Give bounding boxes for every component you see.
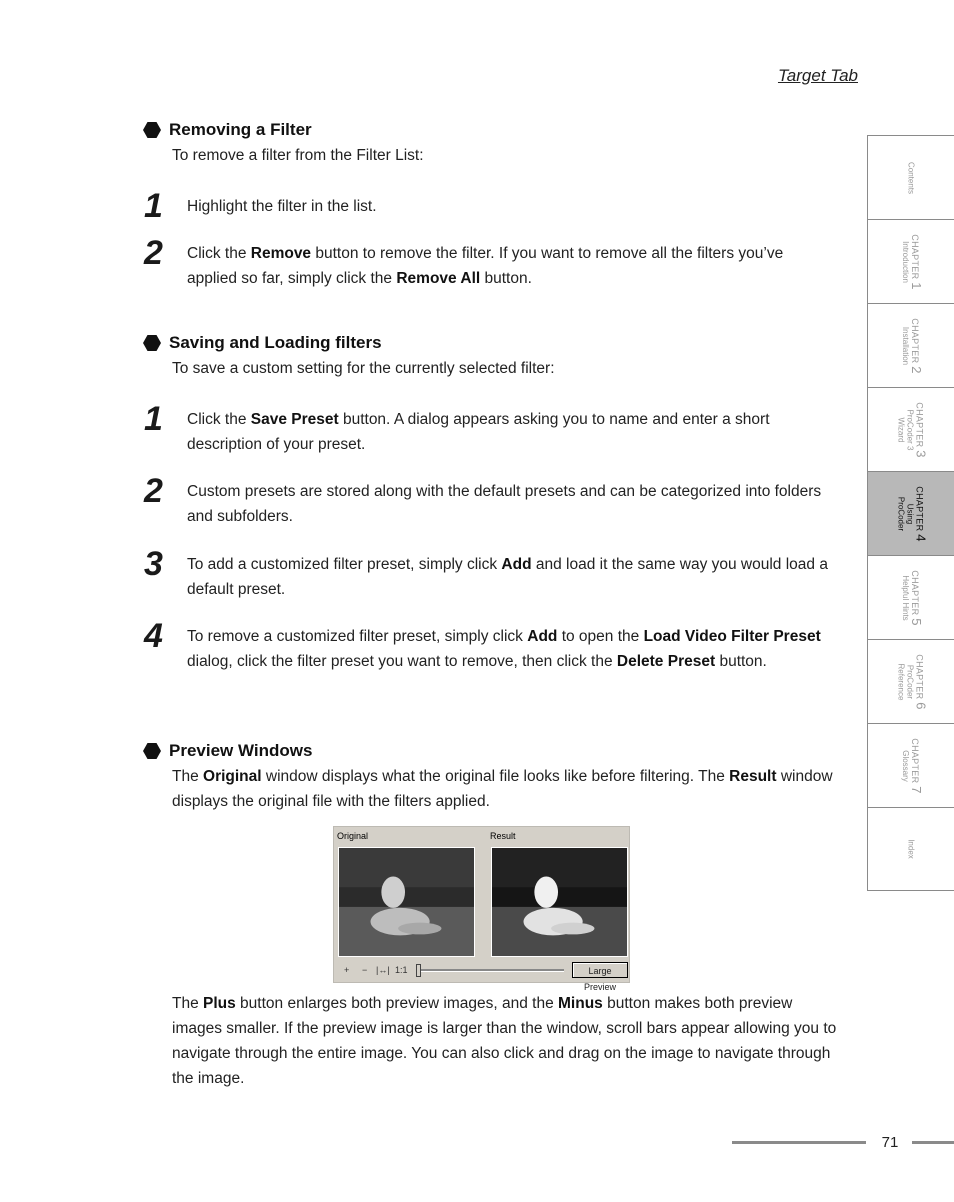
tab-chapter-label [909, 569, 924, 626]
bold-term: Load Video Filter Preset [643, 628, 821, 645]
tab-chapter-number: 4 [913, 533, 929, 542]
text-run: Highlight the filter in the list. [187, 198, 377, 215]
chapter-tabs [867, 135, 954, 891]
step-text [187, 552, 837, 602]
tab-label [901, 233, 924, 290]
tab-chapter-word: CHAPTER [910, 317, 920, 366]
hexagon-bullet-icon [143, 743, 161, 759]
step-text [187, 241, 837, 291]
tab-chapter-3[interactable] [867, 387, 954, 471]
bold-term: Original [203, 768, 262, 785]
tab-chapter-word: CHAPTER [910, 233, 920, 282]
text-run: Click the [187, 411, 251, 428]
tab-title: Introduction [901, 240, 910, 283]
bold-term: Plus [203, 995, 236, 1012]
text-run: window displays the original file with the filters applied. [172, 768, 833, 810]
tab-chapter-label [913, 485, 929, 542]
page-header-title: Target Tab [777, 66, 858, 85]
step-number: 3 [144, 545, 163, 583]
original-preview-image[interactable] [338, 847, 475, 957]
tab-title: Contents [906, 161, 916, 194]
step-number: 4 [144, 617, 163, 655]
tab-label [901, 737, 924, 794]
hexagon-bullet-icon [143, 122, 161, 138]
tab-chapter-2[interactable] [867, 303, 954, 387]
section-heading-removing [143, 120, 312, 140]
tab-title: ProCoder Reference [896, 663, 915, 700]
tab-title: Glossary [901, 749, 910, 782]
tab-chapter-word: CHAPTER [914, 401, 925, 450]
tab-chapter-number: 5 [909, 617, 924, 626]
ratio-button[interactable]: 1:1 [395, 965, 408, 975]
tab-title: Helpful Hints [901, 574, 910, 621]
text-run: to open the [557, 628, 644, 645]
preview-windows-figure [333, 826, 630, 992]
text-run: The [172, 768, 204, 785]
tab-chapter-number: 6 [913, 701, 929, 710]
section-heading-text: Removing a Filter [169, 120, 312, 139]
text-run: button. A dialog appears asking you to name and enter a short description of your preset. [187, 411, 770, 453]
text-run: To remove a customized filter preset, simply click [187, 628, 528, 645]
tab-chapter-word: CHAPTER [910, 737, 920, 786]
tab-chapter-label [913, 653, 929, 710]
text-run: To add a customized filter preset, simply click [187, 556, 502, 573]
tab-chapter-number: 1 [909, 281, 924, 290]
fit-icon[interactable]: |↔| [376, 965, 390, 975]
large-preview-button[interactable]: Large Preview [572, 962, 628, 978]
step-number: 1 [144, 187, 163, 225]
tab-title: ProCoder 3 Wizard [896, 409, 915, 450]
tab-chapter-number: 7 [909, 785, 924, 794]
minus-icon[interactable]: − [362, 965, 368, 975]
bold-term: Remove All [396, 270, 481, 287]
section-heading-saving [143, 333, 382, 353]
preview-paragraph-2 [172, 991, 842, 1091]
tab-chapter-label [909, 317, 924, 374]
bold-term: Save Preset [250, 411, 339, 428]
section-heading-preview [143, 741, 312, 761]
tab-label [896, 485, 929, 542]
tab-chapter-4[interactable] [867, 471, 954, 555]
text-run: button to remove the filter. If you want to remove all the filters you’ve applied so far, simply click the [187, 245, 784, 287]
bold-term: Delete Preset [616, 653, 716, 670]
bold-term: Add [527, 628, 558, 645]
footer-rule-left [732, 1141, 866, 1144]
bold-term: Remove [250, 245, 312, 262]
tab-chapter-5[interactable] [867, 555, 954, 639]
text-run: window displays what the original file looks like before filtering. The [261, 768, 730, 785]
tab-chapter-label [913, 401, 929, 458]
tab-chapter-word: CHAPTER [914, 653, 925, 702]
original-label: Original [337, 831, 369, 841]
tab-chapter-1[interactable] [867, 219, 954, 303]
bold-term: Minus [558, 995, 603, 1012]
step-text [187, 624, 837, 674]
bold-term: Result [729, 768, 777, 785]
page-number: 71 [881, 1134, 899, 1151]
text-run: and load it the same way you would load a default preset. [187, 556, 828, 598]
zoom-slider-track[interactable] [416, 969, 564, 972]
tab-label [901, 569, 924, 626]
tab-label [907, 839, 916, 859]
tab-label [896, 653, 929, 710]
result-preview-image[interactable] [491, 847, 628, 957]
step-text [187, 194, 837, 219]
step-number: 2 [144, 234, 163, 272]
tab-chapter-number: 3 [913, 449, 929, 458]
section-heading-text: Saving and Loading filters [169, 333, 382, 352]
tab-label [907, 161, 916, 193]
tab-chapter-7[interactable] [867, 723, 954, 807]
tab-title: Index [906, 839, 916, 859]
tab-label [901, 317, 924, 374]
text-run: Custom presets are stored along with the default presets and can be categorized into folders and subfolders. [187, 483, 822, 525]
tab-label [896, 401, 929, 458]
text-run: Click the [187, 245, 251, 262]
tab-contents[interactable] [867, 135, 954, 219]
tab-chapter-6[interactable] [867, 639, 954, 723]
tab-chapter-label [909, 233, 924, 290]
section-heading-text: Preview Windows [169, 741, 313, 760]
hexagon-bullet-icon [143, 335, 161, 351]
tab-title: Using ProCoder [896, 496, 915, 531]
footer-rule-right [912, 1141, 954, 1144]
section-intro: To remove a filter from the Filter List: [172, 147, 424, 164]
step-text [187, 479, 837, 529]
text-run: button enlarges both preview images, and the [235, 995, 559, 1012]
tab-title: Installation [901, 326, 910, 365]
plus-icon[interactable]: + [344, 965, 350, 975]
tab-chapter-label [909, 737, 924, 794]
text-run: dialog, click the filter preset you want to remove, then click the [187, 653, 617, 670]
step-number: 1 [144, 400, 163, 438]
section-intro: To save a custom setting for the currently selected filter: [172, 360, 555, 377]
text-run: The [172, 995, 204, 1012]
text-run: button. [715, 653, 767, 670]
zoom-slider-thumb[interactable] [416, 964, 421, 977]
bold-term: Add [501, 556, 532, 573]
preview-paragraph-1 [172, 764, 842, 814]
step-number: 2 [144, 472, 163, 510]
tab-index[interactable] [867, 807, 954, 891]
tab-chapter-word: CHAPTER [910, 569, 920, 618]
tab-chapter-word: CHAPTER [914, 485, 925, 534]
result-label: Result [490, 831, 516, 841]
tab-chapter-number: 2 [909, 365, 924, 374]
text-run: button makes both preview images smaller. If the preview image is larger than the window, scroll bars appear allowing you to navigate through the entire image. You can also click and drag on the image to navigate through the image. [172, 995, 837, 1087]
step-text [187, 407, 837, 457]
text-run: button. [480, 270, 532, 287]
